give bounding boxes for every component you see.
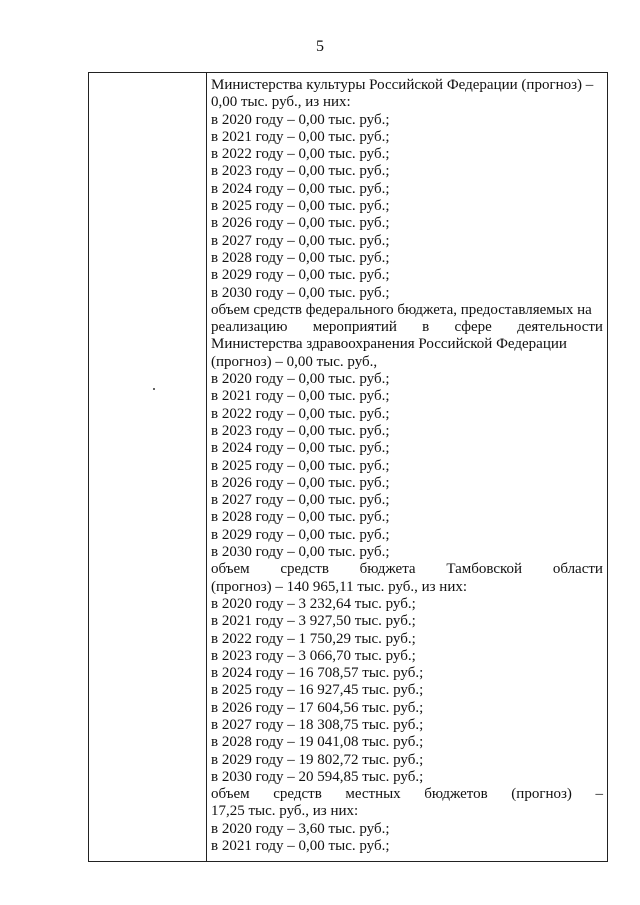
text-segment: (прогноз) – 0,00 тыс. руб., (211, 353, 378, 370)
text-segment: в 2026 году – 0,00 тыс. руб.; (211, 215, 390, 232)
text-segment: бюджета (359, 561, 416, 578)
text-line (211, 163, 603, 180)
text-segment: Тамбовской (446, 561, 523, 578)
text-line (211, 803, 603, 820)
text-segment: в 2025 году – 16 927,45 тыс. руб.; (211, 682, 424, 699)
text-segment: в 2020 году – 0,00 тыс. руб.; (211, 371, 390, 388)
text-segment: в 2024 году – 16 708,57 тыс. руб.; (211, 665, 424, 682)
text-line (211, 475, 603, 492)
text-segment: в 2021 году – 3 927,50 тыс. руб.; (211, 613, 416, 630)
text-segment: в 2023 году – 0,00 тыс. руб.; (211, 422, 390, 439)
text-line (211, 302, 603, 319)
text-line (211, 786, 603, 803)
text-line (211, 388, 603, 405)
text-segment: (прогноз) – 140 965,11 тыс. руб., из них: (211, 578, 468, 595)
text-segment: в 2028 году – 19 041,08 тыс. руб.; (211, 734, 424, 751)
text-segment: в 2025 году – 0,00 тыс. руб.; (211, 198, 390, 215)
text-segment: в 2029 году – 19 802,72 тыс. руб.; (211, 751, 424, 768)
text-segment: в 2029 году – 0,00 тыс. руб.; (211, 526, 390, 543)
scan-speck (153, 388, 155, 390)
text-line (211, 613, 603, 630)
text-segment: в 2022 году – 1 750,29 тыс. руб.; (211, 630, 416, 647)
left-column-cell (89, 73, 206, 861)
text-segment: деятельности (517, 319, 603, 336)
text-line (211, 821, 603, 838)
text-segment: мероприятий (312, 319, 397, 336)
text-segment: бюджетов (424, 786, 488, 803)
text-line (211, 561, 603, 578)
text-segment: средств (273, 786, 322, 803)
text-segment: в 2021 году – 0,00 тыс. руб.; (211, 128, 390, 145)
text-line (211, 233, 603, 250)
text-segment: в 2029 году – 0,00 тыс. руб.; (211, 267, 390, 284)
text-line (211, 94, 603, 111)
text-segment: реализацию (211, 319, 288, 336)
text-line (211, 682, 603, 699)
text-segment: в 2024 году – 0,00 тыс. руб.; (211, 440, 390, 457)
text-segment: в 2028 году – 0,00 тыс. руб.; (211, 249, 390, 266)
text-line (211, 129, 603, 146)
text-segment: (прогноз) (511, 786, 572, 803)
text-line (211, 527, 603, 544)
text-line (211, 509, 603, 526)
text-line (211, 579, 603, 596)
text-line (211, 734, 603, 751)
text-segment: в 2023 году – 3 066,70 тыс. руб.; (211, 647, 416, 664)
text-line (211, 631, 603, 648)
text-segment: сфере (454, 319, 492, 336)
text-segment: в 2026 году – 0,00 тыс. руб.; (211, 474, 390, 491)
text-line (211, 838, 603, 855)
text-line (211, 596, 603, 613)
column-divider (206, 73, 207, 861)
text-segment: местных (345, 786, 401, 803)
text-line (211, 267, 603, 284)
text-line (211, 423, 603, 440)
text-segment: в 2030 году – 0,00 тыс. руб.; (211, 284, 390, 301)
text-segment: в 2026 году – 17 604,56 тыс. руб.; (211, 699, 424, 716)
text-segment: в 2025 году – 0,00 тыс. руб.; (211, 457, 390, 474)
text-line (211, 544, 603, 561)
table-frame (88, 72, 608, 862)
text-segment: в 2027 году – 18 308,75 тыс. руб.; (211, 716, 424, 733)
text-segment: в 2020 году – 3 232,64 тыс. руб.; (211, 595, 416, 612)
text-line (211, 77, 603, 94)
page-number: 5 (316, 38, 324, 55)
text-segment: объем (211, 561, 250, 578)
text-segment: в 2030 году – 20 594,85 тыс. руб.; (211, 768, 424, 785)
text-line (211, 336, 603, 353)
text-line (211, 250, 603, 267)
text-line (211, 769, 603, 786)
text-segment: в 2020 году – 3,60 тыс. руб.; (211, 820, 390, 837)
text-segment: в 2021 году – 0,00 тыс. руб.; (211, 388, 390, 405)
text-line (211, 700, 603, 717)
text-segment: средств (280, 561, 329, 578)
text-line (211, 406, 603, 423)
text-segment: в 2022 году – 0,00 тыс. руб.; (211, 146, 390, 163)
text-segment: в (422, 319, 430, 336)
text-line (211, 440, 603, 457)
text-segment: – (595, 786, 603, 803)
text-segment: в 2022 году – 0,00 тыс. руб.; (211, 405, 390, 422)
text-segment: в 2024 году – 0,00 тыс. руб.; (211, 180, 390, 197)
text-segment: в 2023 году – 0,00 тыс. руб.; (211, 163, 390, 180)
text-segment: в 2030 году – 0,00 тыс. руб.; (211, 544, 390, 561)
text-segment: Министерства культуры Российской Федерации (прогноз) – (211, 77, 594, 93)
text-segment: области (552, 561, 603, 578)
text-line (211, 146, 603, 163)
text-segment: Министерства здравоохранения Российской Федерации (211, 336, 567, 353)
text-line (211, 112, 603, 129)
text-line (211, 285, 603, 302)
text-segment: объем средств федерального бюджета, предоставляемых на (211, 301, 592, 318)
text-line (211, 492, 603, 509)
text-line (211, 752, 603, 769)
text-segment: в 2027 году – 0,00 тыс. руб.; (211, 492, 390, 509)
right-column-cell (211, 77, 603, 855)
text-line (211, 215, 603, 232)
text-segment: в 2021 году – 0,00 тыс. руб.; (211, 838, 390, 855)
text-line (211, 665, 603, 682)
text-line (211, 181, 603, 198)
text-line (211, 354, 603, 371)
text-line (211, 371, 603, 388)
text-line (211, 717, 603, 734)
text-segment: в 2028 году – 0,00 тыс. руб.; (211, 509, 390, 526)
text-segment: 0,00 тыс. руб., из них: (211, 94, 351, 111)
text-line (211, 198, 603, 215)
text-line (211, 648, 603, 665)
text-line (211, 458, 603, 475)
text-line (211, 319, 603, 336)
text-segment: в 2027 году – 0,00 тыс. руб.; (211, 232, 390, 249)
text-segment: объем (211, 786, 250, 803)
text-segment: 17,25 тыс. руб., из них: (211, 803, 359, 820)
text-segment: в 2020 году – 0,00 тыс. руб.; (211, 111, 390, 128)
